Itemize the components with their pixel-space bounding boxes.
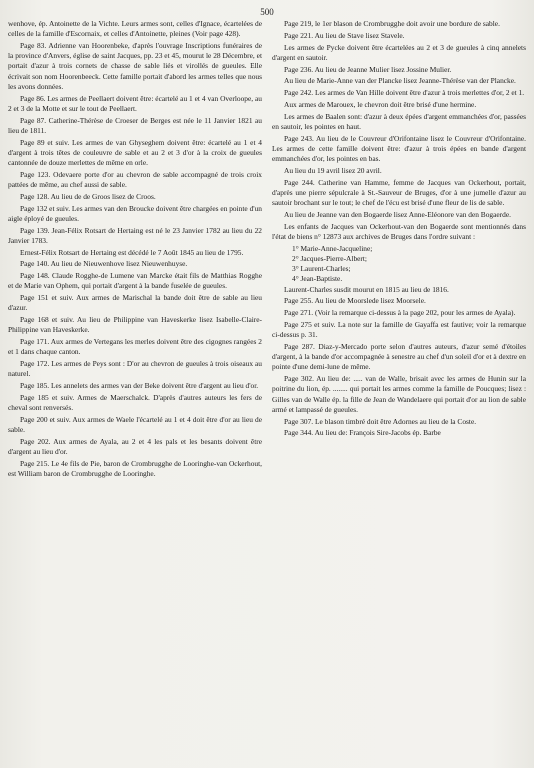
paragraph: Page 128. Au lieu de de Groos lisez de Croos. — [20, 191, 156, 201]
paragraph: Page 242. Les armes de Van Hille doivent être d'azur à trois merlettes d'or, 2 et 1. — [284, 88, 525, 98]
paragraph: Page 307. Le blason timbré doit être Adornes au lieu de la Coste. — [284, 416, 477, 426]
page-number: 500 — [260, 7, 274, 17]
paragraph: Les armes de Baalen sont: d'azur à deux épées d'argent emmanchées d'or, passées en sautoir, les pointes en haut. — [272, 111, 526, 131]
right-column — [272, 19, 526, 481]
paragraph: Page 140. Au lieu de Nieuwenhove lisez Nieuwenhuyse. — [20, 259, 188, 269]
paragraph: Les armes de Pycke doivent être écartelées au 2 et 3 de gueules à cinq annelets d'argent en sautoir. — [272, 42, 526, 62]
paragraph: Page 243. Au lieu de le Couvreur d'Orifontaine lisez le Couvreur d'Orifontaine. Les armes de cette famille doivent être: d'azur à trois épées en bande d'argent emmanchées d'or, les pointes en bas. — [272, 133, 526, 164]
paragraph: Page 271. (Voir la remarque ci-dessus à la page 202, pour les armes de Ayala). — [284, 308, 516, 318]
paragraph: Au lieu de Marie-Anne van der Plancke lisez Jeanne-Thérèse van der Plancke. — [284, 76, 516, 86]
paragraph: Page 236. Au lieu de Jeanne Mulier lisez Jossine Mulier. — [284, 64, 452, 74]
paragraph: Page 215. Le 4e fils de Pie, baron de Crombrugghe de Looringhe-van Ockerhout, est William baron de Crombrugghe de Looringhe. — [8, 459, 262, 479]
paragraph: 2° Jacques-Pierre-Albert; — [292, 253, 367, 263]
paragraph: Page 255. Au lieu de Moorslede lisez Moorsele. — [284, 296, 426, 306]
paragraph: Page 302. Au lieu de: ..... van de Walle, brisait avec les armes de Hunin sur la poitrine du lion, ép. ........ qui portait les armes comme la famille de Poucques; lisez : Gilles van de Walle ép. la fille de Jean de Wandelaere qui portait d'or au lion de sable armé et lampassé de gueules. — [272, 374, 526, 414]
left-column — [8, 19, 262, 481]
paragraph: Page 168 et suiv. Au lieu de Philippine van Haveskerke lisez Isabelle-Claire-Philippine van Haveskerke. — [8, 315, 262, 335]
paragraph: Page 123. Odevaere porte d'or au chevron de sable accompagné de trois croix pattées de même, au chef aussi de sable. — [8, 169, 262, 190]
paragraph: Page 185. Les annelets des armes van der Beke doivent être d'argent au lieu d'or. — [20, 381, 259, 391]
paragraph: Page 89 et suiv. Les armes de van Ghyseghem doivent être: écartelé au 1 et 4 d'argent à trois têtes de couleuvre de sable et au 2 et 3 d'or à la croix de gueules cantonnée de douze merlettes de même en orle. — [8, 137, 262, 168]
paragraph: 1° Marie-Anne-Jacqueline; — [292, 243, 373, 253]
paragraph: Page 87. Catherine-Thérèse de Croeser de Berges est née le 11 Janvier 1821 au lieu de 1811. — [8, 115, 262, 135]
paragraph: Au lieu du 19 avril lisez 20 avril. — [284, 165, 382, 175]
paragraph: Les enfants de Jacques van Ockerhout-van den Bogaerde sont mentionnés dans l'état de biens n° 12873 aux archives de Bruges dans l'ordre suivant : — [272, 221, 526, 241]
paragraph: Page 172. Les armes de Peys sont : D'or au chevron de gueules à trois oiseaux au naturel. — [8, 359, 262, 379]
paragraph: 3° Laurent-Charles; — [292, 264, 351, 274]
paragraph: Ernest-Félix Rotsart de Hertaing est décédé le 7 Août 1845 au lieu de 1795. — [20, 247, 244, 257]
paragraph: Au lieu de Jeanne van den Bogaerde lisez Anne-Eléonore van den Bogaerde. — [284, 209, 511, 219]
paragraph: Aux armes de Marouex, le chevron doit être brisé d'une hermine. — [284, 99, 477, 109]
paragraph: Page 244. Catherine van Hamme, femme de Jacques van Ockerhout, portait, d'après une pierre sépulcrale à St.-Sauveur de Bruges, d'or à une jumelle d'azur au sautoir brochant sur le tout; le chef de l'écu est brisé d'une fleur de lis de sable. — [272, 177, 526, 208]
text-columns — [8, 19, 526, 481]
paragraph: Page 139. Jean-Félix Rotsart de Hertaing est né le 23 Janvier 1782 au lieu du 22 Janvier 1783. — [8, 225, 262, 245]
paragraph: Page 287. Diaz-y-Mercado porte selon d'autres auteurs, d'azur semé d'étoiles d'argent, à la bande d'or accompagnée à senestre au chef d'un soleil d'or et à dextre en pointe d'une demi-lune de même. — [272, 341, 526, 372]
paragraph: Page 171. Aux armes de Vertegans les merles doivent être des cigognes rangées 2 et 1 dans chaque canton. — [8, 337, 262, 357]
paragraph: Page 151 et suiv. Aux armes de Marischal la bande doit être de sable au lieu d'azur. — [8, 293, 262, 313]
paragraph: Page 219, le 1er blason de Crombrugghe doit avoir une bordure de sable. — [284, 19, 500, 28]
paragraph: Page 185 et suiv. Armes de Maerschalck. D'après d'autres auteurs les fers de cheval sont renversés. — [8, 393, 262, 413]
paragraph: Page 86. Les armes de Peellaert doivent être: écartelé au 1 et 4 van Overloope, au 2 et 3 de la Motte et sur le tout de Peellaert. — [8, 93, 262, 113]
paragraph: Page 200 et suiv. Aux armes de Waele l'écartelé au 1 et 4 doit être d'or au lieu de sable. — [8, 415, 262, 435]
paragraph: Page 83. Adrienne van Hoorenbeke, d'après l'ouvrage Inscriptions funéraires de la province d'Anvers, église de saint Jacques, pp. 23 et 45, mourut le 28 Décembre, et portait d'azur à trois cornets de chasse de sable liés et virollés de gueules. Elle écrivait son nom Hoorenbeeck. Cette famille portait d'abord les armes telles que nous les avons données. — [8, 41, 262, 91]
paragraph: Laurent-Charles susdit mourut en 1815 au lieu de 1816. — [284, 284, 449, 294]
paragraph: Page 275 et suiv. La note sur la famille de Gayaffa est fautive; voir la remarque ci-dessus p. 31. — [272, 319, 526, 340]
paragraph: 4° Jean-Baptiste. — [292, 274, 343, 284]
paragraph: Page 221. Au lieu de Stave lisez Stavele. — [284, 30, 405, 40]
paragraph: Page 148. Claude Rogghe-de Lumene van Marcke était fils de Matthias Rogghe et de Marie van Ophem, qui portait d'argent à la bande fuselée de gueules. — [8, 271, 262, 291]
paragraph: Page 202. Aux armes de Ayala, au 2 et 4 les pals et les besants doivent être d'argent au lieu d'or. — [8, 437, 262, 457]
paragraph: Page 132 et suiv. Les armes van den Broucke doivent être chargées en pointe d'un aigle éployé de gueules. — [8, 203, 262, 223]
paragraph: wenhove, ép. Antoinette de la Vichte. Leurs armes sont, celles d'Ignace, écartelées de celles de la famille d'Escornaix, et celles d'Antoinette, pleines (Voir page 428). — [8, 19, 262, 39]
paragraph: Page 344. Au lieu de: François Sire-Jacobs ép. Barbe — [284, 428, 441, 438]
